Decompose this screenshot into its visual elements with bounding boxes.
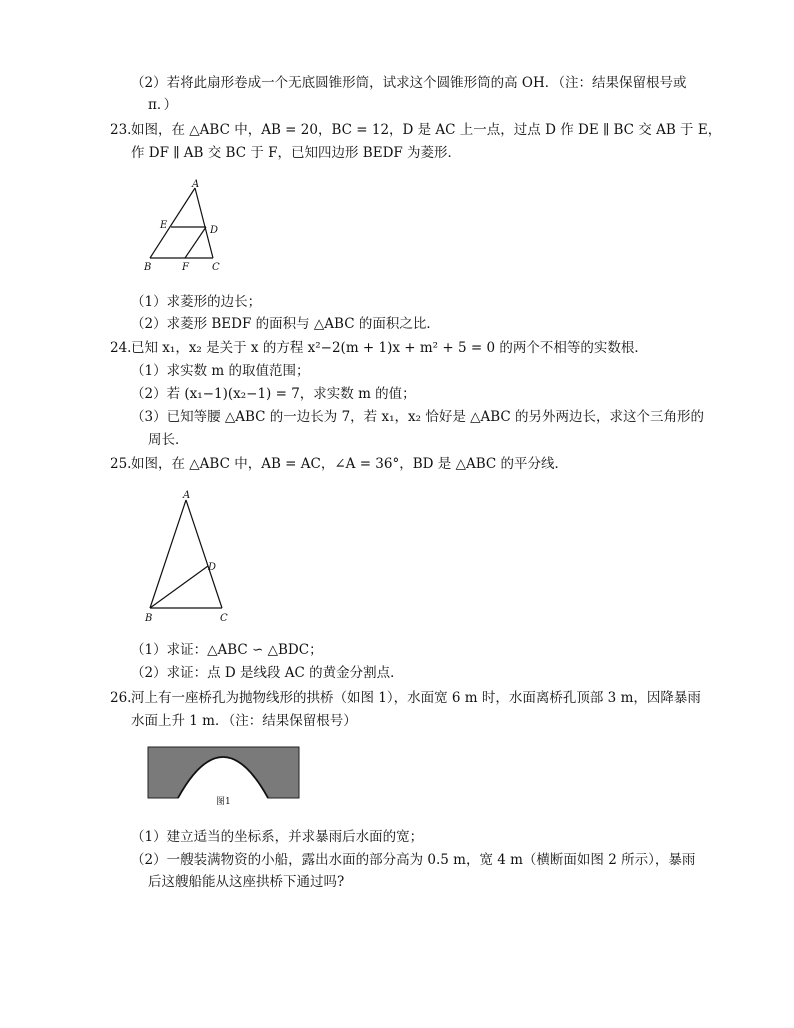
q23-number: 23. (110, 122, 132, 138)
q25-figure (140, 486, 240, 626)
q25-label-D: D (208, 562, 217, 573)
q26-figure-caption: 图1 (216, 797, 231, 807)
q23-stem-line1: 如图，在 △ABC 中，AB = 20，BC = 12，D 是 AC 上一点，过点 D 作 DE ∥ BC 交 AB 于 E， (131, 122, 722, 138)
q26-number: 26. (110, 690, 132, 706)
q23-label-A: A (192, 179, 200, 190)
q25-sub1: （1）求证：△ABC ∽ △BDC； (131, 642, 323, 658)
q23-label-B: B (144, 262, 152, 273)
q23-stem-line2: 作 DF ∥ AB 交 BC 于 F，已知四边形 BEDF 为菱形． (131, 145, 462, 161)
q26-figure-1 (147, 746, 301, 810)
q24-sub3-line1: （3）已知等腰 △ABC 的一边长为 7，若 x₁，x₂ 恰好是 △ABC 的另外两边长，求这个三角形的 (131, 409, 705, 425)
q23-label-D: D (210, 225, 219, 236)
q25-stem: 如图，在 △ABC 中，AB = AC，∠A = 36°，BD 是 △ABC 的平分线． (131, 456, 568, 472)
q24-number: 24. (110, 340, 132, 356)
q23-label-C: C (212, 262, 220, 273)
q23-sub2: （2）求菱形 BEDF 的面积与 △ABC 的面积之比． (131, 316, 440, 332)
q23-label-F: F (182, 262, 189, 273)
q22-sub2-line1: （2）若将此扇形卷成一个无底圆锥形筒，试求这个圆锥形筒的高 OH．（注：结果保留根号或 (131, 75, 687, 91)
q25-number: 25. (110, 456, 132, 472)
q22-sub2-line2: π．） (148, 97, 178, 113)
q26-sub2-line1: （2）一艘装满物资的小船，露出水面的部分高为 0.5 m，宽 4 m（横断面如图 2 所示），暴雨 (131, 852, 696, 868)
q26-sub2-line2: 后这艘船能从这座拱桥下通过吗? (148, 874, 345, 890)
q23-figure (140, 176, 240, 276)
q26-sub1: （1）建立适当的坐标系，并求暴雨后水面的宽； (131, 829, 424, 845)
q25-label-A: A (183, 490, 191, 501)
q25-label-C: C (220, 613, 228, 624)
q25-sub2: （2）求证：点 D 是线段 AC 的黄金分割点． (131, 665, 404, 681)
q24-sub3-line2: 周长． (148, 432, 189, 448)
q24-sub1: （1）求实数 m 的取值范围； (131, 363, 310, 379)
q24-sub2: （2）若 (x₁−1)(x₂−1) = 7，求实数 m 的值； (131, 386, 416, 402)
q26-stem-line1: 河上有一座桥孔为抛物线形的拱桥（如图 1），水面宽 6 m 时，水面离桥孔顶部 3 m，因降暴雨 (131, 690, 701, 706)
q25-label-B: B (145, 613, 153, 624)
q23-sub1: （1）求菱形的边长； (131, 294, 262, 310)
q26-stem-line2: 水面上升 1 m．（注：结果保留根号） (131, 713, 357, 729)
q23-label-E: E (160, 220, 168, 231)
q24-stem: 已知 x₁，x₂ 是关于 x 的方程 x²−2(m + 1)x + m² + 5 = 0 的两个不相等的实数根． (131, 340, 648, 356)
